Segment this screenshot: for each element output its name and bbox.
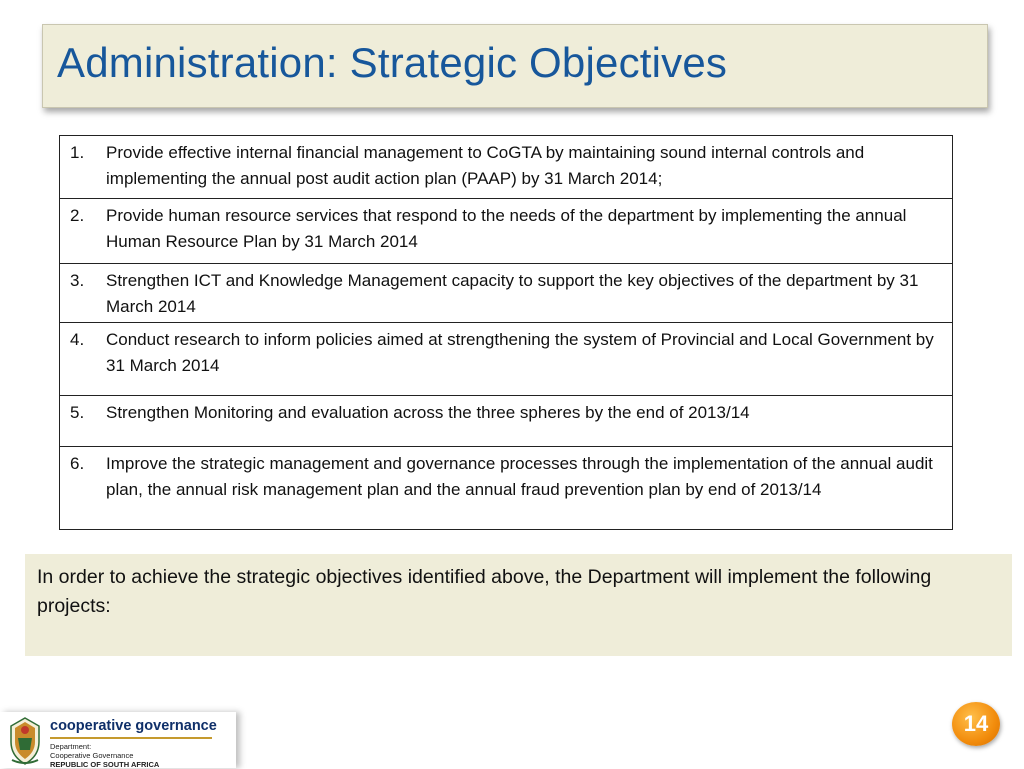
coat-of-arms-icon [4, 716, 46, 766]
objective-number: 3. [70, 271, 85, 290]
objective-cell [60, 264, 953, 323]
slide-title: Administration: Strategic Objectives [57, 39, 728, 86]
objective-text: Conduct research to inform policies aimed at strengthening the system of Provincial and Local Government by 31 March 2014 [106, 330, 934, 375]
logo-divider [50, 737, 212, 739]
logo-country: REPUBLIC OF SOUTH AFRICA [50, 760, 160, 769]
page-number-badge: 14 [952, 702, 1000, 746]
objectives-table [59, 135, 953, 530]
department-logo [0, 712, 236, 768]
objective-number: 5. [70, 403, 85, 422]
objective-cell [60, 447, 953, 530]
title-banner [42, 24, 988, 108]
objective-text: Strengthen ICT and Knowledge Management capacity to support the key objectives of the department by 31 March 2014 [106, 271, 919, 316]
table-row [60, 136, 953, 199]
objective-number: 4. [70, 330, 85, 349]
objective-number: 2. [70, 206, 85, 225]
objective-text: Strengthen Monitoring and evaluation across the three spheres by the end of 2013/14 [106, 403, 750, 422]
objective-number: 1. [70, 143, 85, 162]
objective-text: Improve the strategic management and governance processes through the implementation of the annual audit plan, the annual risk management plan and the annual fraud prevention plan by end of 2013/14 [106, 454, 933, 499]
objective-number: 6. [70, 454, 85, 473]
logo-department-label: Department: [50, 742, 92, 751]
objective-text: Provide effective internal financial management to CoGTA by maintaining sound internal controls and implementing the annual post audit action plan (PAAP) by 31 March 2014; [106, 143, 865, 188]
objective-cell [60, 136, 953, 199]
table-row [60, 396, 953, 447]
table-row [60, 264, 953, 323]
logo-department-name: Cooperative Governance [50, 751, 134, 760]
note-text: In order to achieve the strategic objectives identified above, the Department will implement the following projects: [37, 566, 932, 617]
table-row [60, 199, 953, 264]
objective-text: Provide human resource services that respond to the needs of the department by implementing the annual Human Resource Plan by 31 March 2014 [106, 206, 907, 251]
note-panel [25, 554, 1012, 656]
objective-cell [60, 199, 953, 264]
table-row [60, 323, 953, 396]
objective-cell [60, 396, 953, 447]
table-row [60, 447, 953, 530]
logo-name: cooperative governance [50, 718, 217, 734]
objective-cell [60, 323, 953, 396]
